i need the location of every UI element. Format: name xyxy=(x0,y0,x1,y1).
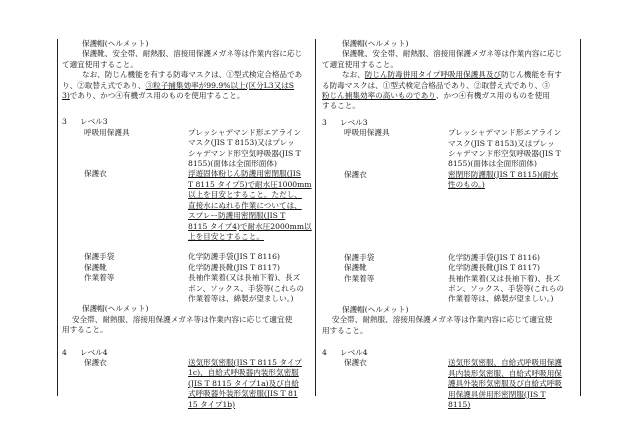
text-line: る防毒マスクは、①型式検定合格品であり、②取替え式であり、③ xyxy=(322,80,550,90)
underlined-text: 粉じん捕集効率の高いものであり xyxy=(322,91,436,101)
underlined-text: 3) xyxy=(62,91,70,101)
text-line: 用すること。 xyxy=(62,325,108,335)
text-line: 保護帽(ヘルメット) xyxy=(82,304,149,314)
text-line: すること。 xyxy=(322,101,360,111)
text-line: なお、防じん機能を有する防毒マスクは、①型式検定合格品であ xyxy=(82,70,303,80)
text-line: り、②取替え式であり、③粒子捕集効率が99.9%以上(区分L3又はS xyxy=(62,80,295,90)
text-line: 安全帯、耐熱服、溶接用保護メガネ等は作業内容に応じて適宜使 xyxy=(72,314,293,324)
right-column xyxy=(322,39,577,410)
text-line: 保護帽(ヘルメット) xyxy=(342,39,409,48)
right-border xyxy=(580,39,581,396)
section-heading-level4: 4 レベル4 xyxy=(322,347,368,357)
left-border xyxy=(57,39,58,396)
text-line: て適宜使用すること。 xyxy=(62,59,138,69)
text-line: て適宜使用すること。 xyxy=(322,59,398,69)
center-divider xyxy=(315,39,316,396)
underlined-text: ③粒子捕集効率が99.9%以上(区分L3又はS xyxy=(145,80,295,90)
text-line: 安全帯、耐熱服、溶接用保護メガネ等は作業内容に応じて適宜使 xyxy=(332,315,553,325)
left-column xyxy=(62,39,312,410)
table-row: 保護衣 送気形気密服(JIS T 8115 タイプ 1c)、自給式呼吸器内装形気密服 (JIS T 8115 タイプ1a)及び自給 式呼吸器外装形気密服(JIS T 81 15 タイプ1b) xyxy=(84,357,302,409)
table-row: 保護靴 化学防護長靴(JIS T 8117) xyxy=(84,262,280,272)
table-row: 保護手袋 化学防護手袋(JIS T 8116) xyxy=(344,252,540,262)
text-line: なお、防じん防毒併用タイプ呼吸用保護具及び防じん機能を有す xyxy=(342,70,562,80)
text-line: 保護靴、安全帯、耐熱服、溶接用保護メガネ等は作業内容に応じ xyxy=(342,49,563,59)
text-line: 粉じん捕集効率の高いものであり、かつ④有機ガス用のものを使用 xyxy=(322,91,550,101)
table-row: 保護衣 密閉形防護服(JIS T 8115)(耐水 性のもの。) xyxy=(344,169,559,190)
section-heading-level3: 3 レベル3 xyxy=(322,117,368,127)
table-row: 呼吸用保護具 プレッシャデマンド形エアライン マスク(JIS T 8153)又はプレッ シャデマンド形空気呼吸器(JIS T 8155)(面体は全面形面体) xyxy=(84,127,302,169)
section-heading-level3: 3 レベル3 xyxy=(62,117,108,127)
table-row: 呼吸用保護具 プレッシャデマンド形エアライン マスク(JIS T 8153)又はプレッ シャデマンド形空気呼吸器(JIS T 8155)(面体は全面形面体) xyxy=(344,128,562,169)
table-row: 保護衣 浮遊固体粉じん防護用密閉服(JIS T 8115 タイプ5)で耐水圧1000mm 以上を目安とすること。ただし、 直接水にぬれる作業については、 スプレー防護用密閉服(JIS T 8115 タイプ4)で耐水圧2000mm以 上を目安とすること。 xyxy=(84,169,312,241)
text-line: 保護靴、安全帯、耐熱服、溶接用保護メガネ等は作業内容に応じ xyxy=(82,49,303,59)
table-row: 作業着等 長袖作業着(又は長袖下着)、長ズ ボン、ソックス、手袋等(これらの 作業着等は、綿製が望ましい。) xyxy=(344,273,565,304)
table-row: 作業着等 長袖作業着(又は長袖下着)、長ズ ボン、ソックス、手袋等(これらの 作業着等は、綿製が望ましい。) xyxy=(84,273,305,303)
table-row: 保護手袋 化学防護手袋(JIS T 8116) xyxy=(84,252,280,262)
text-line: 保護帽(ヘルメット) xyxy=(342,304,409,314)
section-heading-level4: 4 レベル4 xyxy=(62,347,108,357)
text-line: 用すること。 xyxy=(322,325,368,335)
underlined-text: 防じん防毒併用タイプ呼吸用保護具及び xyxy=(364,70,502,80)
table-row: 保護衣 送気形気密服、自給式呼吸用保護 具内装形気密服、自給式呼吸用保 護具外装形気密服及び自給式呼吸 用保護具併用形密閉服(JIS T 8115) xyxy=(344,358,562,409)
text-line: 3)であり、かつ④有機ガス用のものを使用すること。 xyxy=(62,91,245,101)
table-row: 保護靴 化学防護長靴(JIS T 8117) xyxy=(344,263,540,273)
text-line: 保護帽(ヘルメット) xyxy=(82,39,149,48)
